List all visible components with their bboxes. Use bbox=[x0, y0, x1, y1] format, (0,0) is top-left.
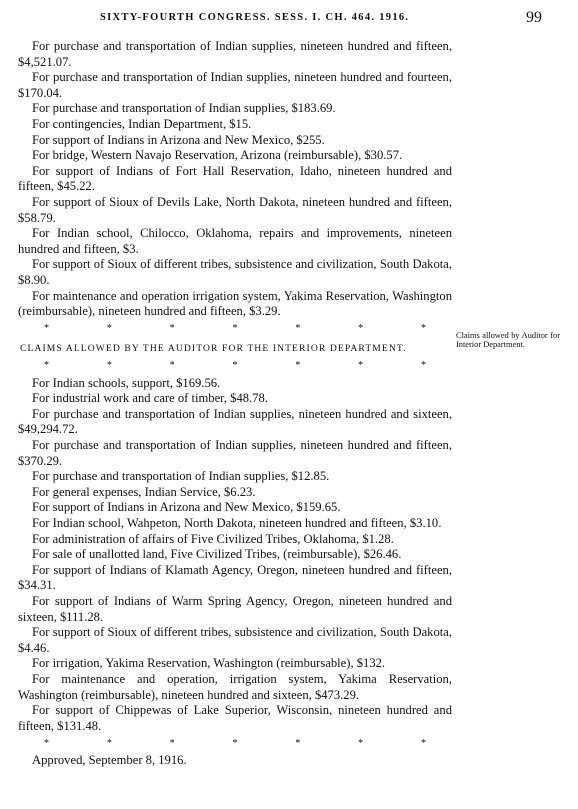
separator-star: * bbox=[232, 360, 238, 372]
separator-star: * bbox=[44, 323, 49, 335]
separator-star: * bbox=[420, 360, 426, 372]
paragraph: For maintenance and operation irrigation system, Yakima Reservation, Washington (reimbursable), nineteen hundred and fifteen, $3.29. bbox=[18, 288, 452, 319]
margin-note: Claims allowed by Auditor for Interior Department. bbox=[456, 331, 560, 350]
separator-star: * bbox=[295, 360, 301, 372]
body-text bbox=[18, 39, 452, 769]
paragraph: For support of Sioux of different tribes, subsistence and civilization, South Dakota, $4.46. bbox=[18, 625, 452, 655]
paragraph: For purchase and transportation of Indian supplies, nineteen hundred and fifteen, $370.29. bbox=[18, 438, 452, 468]
asterisk-separator bbox=[18, 320, 452, 339]
separator-star: * bbox=[420, 738, 426, 750]
paragraph: For support of Indians of Fort Hall Reservation, Idaho, nineteen hundred and fifteen, $45.22. bbox=[18, 163, 452, 194]
paragraph: For Indian schools, support, $169.56. bbox=[32, 375, 221, 390]
paragraph: For industrial work and care of timber, $48.78. bbox=[32, 391, 268, 406]
separator-star: * bbox=[358, 738, 364, 750]
page-number: 99 bbox=[526, 9, 542, 26]
running-head: SIXTY-FOURTH CONGRESS. SESS. I. CH. 464. 1916. bbox=[100, 12, 410, 23]
paragraph: For support of Indians of Warm Spring Agency, Oregon, nineteen hundred and sixteen, $111.28. bbox=[18, 594, 452, 624]
separator-star: * bbox=[169, 323, 175, 335]
asterisk-separator bbox=[18, 357, 452, 376]
paragraph: For general expenses, Indian Service, $6.23. bbox=[32, 484, 256, 499]
separator-star: * bbox=[295, 738, 301, 750]
paragraph: For support of Sioux of different tribes, subsistence and civilization, South Dakota, $8.90. bbox=[18, 257, 452, 287]
paragraph: For sale of unallotted land, Five Civilized Tribes, (reimbursable), $26.46. bbox=[32, 547, 402, 562]
separator-star: * bbox=[295, 323, 301, 335]
paragraph: For support of Indians in Arizona and New Mexico, $255. bbox=[32, 132, 325, 147]
paragraph-group-1 bbox=[18, 39, 452, 320]
paragraph: For support of Sioux of Devils Lake, North Dakota, nineteen hundred and fifteen, $58.79. bbox=[18, 194, 452, 225]
separator-star: * bbox=[232, 738, 238, 750]
separator-star: * bbox=[232, 323, 238, 335]
separator-star: * bbox=[106, 323, 112, 335]
paragraph: For maintenance and operation, irrigation system, Yakima Reservation, Washington (reimbursable), nineteen hundred and sixteen, $473.29. bbox=[18, 671, 452, 702]
paragraph: For irrigation, Yakima Reservation, Washington (reimbursable), $132. bbox=[32, 656, 386, 671]
paragraph: For support of Indians of Klamath Agency, Oregon, nineteen hundred and fifteen, $34.31. bbox=[18, 562, 452, 593]
page-header bbox=[0, 9, 578, 29]
separator-star: * bbox=[420, 323, 426, 335]
paragraph: For Indian school, Chilocco, Oklahoma, repairs and improvements, nineteen hundred and fifteen, $3. bbox=[18, 226, 452, 256]
separator-star: * bbox=[106, 360, 112, 372]
separator-star: * bbox=[358, 323, 364, 335]
separator-star: * bbox=[169, 360, 175, 372]
paragraph: For purchase and transportation of Indian supplies, nineteen hundred and fifteen, $4,521.07. bbox=[18, 39, 452, 69]
paragraph: For purchase and transportation of Indian supplies, $12.85. bbox=[32, 469, 330, 484]
separator-star: * bbox=[106, 738, 112, 750]
paragraph: For purchase and transportation of Indian supplies, nineteen hundred and fourteen, $170.04. bbox=[18, 70, 452, 100]
paragraph: For contingencies, Indian Department, $15. bbox=[32, 116, 252, 131]
separator-star: * bbox=[44, 738, 49, 750]
paragraph: For bridge, Western Navajo Reservation, Arizona (reimbursable), $30.57. bbox=[32, 148, 403, 163]
paragraph-group-2 bbox=[18, 376, 452, 735]
separator-star: * bbox=[44, 360, 49, 372]
paragraph: For Indian school, Wahpeton, North Dakota, nineteen hundred and fifteen, $3.10. bbox=[32, 516, 442, 531]
paragraph: For support of Chippewas of Lake Superior, Wisconsin, nineteen hundred and fifteen, $131.48. bbox=[18, 703, 452, 733]
paragraph: For purchase and transportation of Indian supplies, $183.69. bbox=[32, 101, 336, 116]
paragraph: For support of Indians in Arizona and New Mexico, $159.65. bbox=[32, 500, 341, 515]
paragraph: For administration of affairs of Five Civilized Tribes, Oklahoma, $1.28. bbox=[32, 531, 394, 546]
approval-line: Approved, September 8, 1916. bbox=[32, 753, 187, 768]
section-heading: CLAIMS ALLOWED BY THE AUDITOR FOR THE INTERIOR DEPARTMENT. bbox=[20, 342, 407, 354]
separator-star: * bbox=[169, 738, 175, 750]
separator-star: * bbox=[358, 360, 364, 372]
asterisk-separator bbox=[18, 734, 452, 753]
paragraph: For purchase and transportation of Indian supplies, nineteen hundred and sixteen, $49,294.72. bbox=[18, 406, 452, 437]
